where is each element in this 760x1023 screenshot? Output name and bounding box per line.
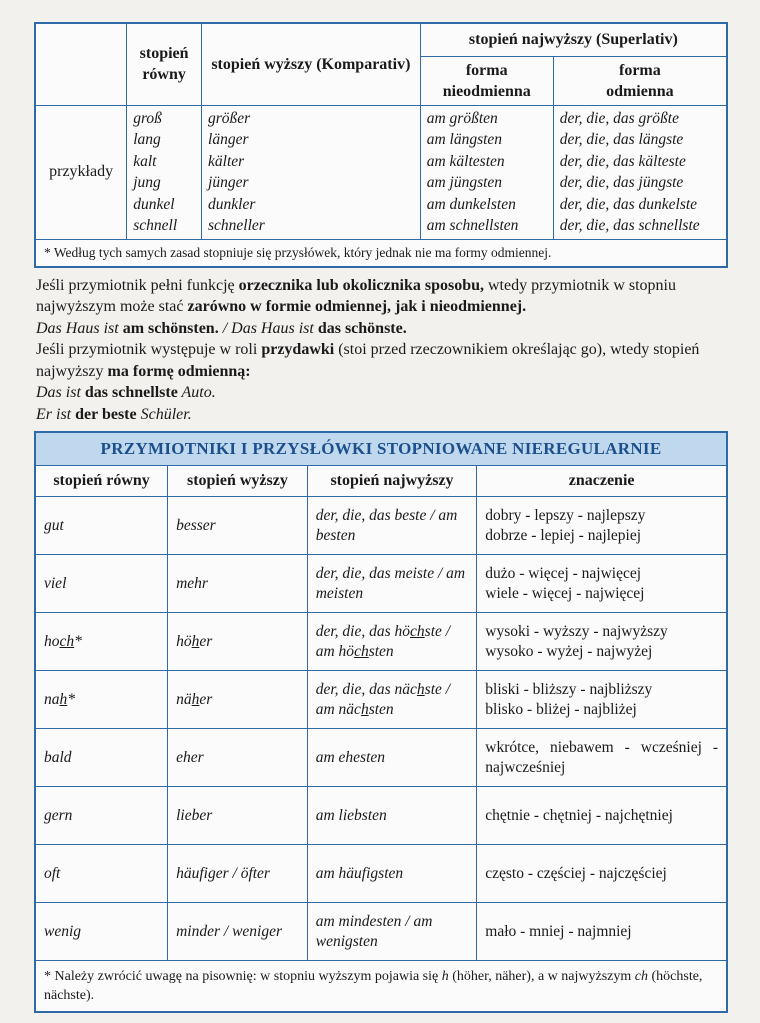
comparative-cell: eher xyxy=(168,729,308,787)
italic-text: h xyxy=(441,969,449,984)
comparative-cell: lieber xyxy=(168,787,308,845)
form: der, die, das kälteste xyxy=(559,152,686,170)
col-header-positive: stopień równy xyxy=(35,466,168,497)
irregular-table xyxy=(34,431,728,1013)
form: größer xyxy=(208,109,251,127)
table-row xyxy=(35,845,727,903)
text: Das Haus ist xyxy=(36,319,123,337)
text: / Das Haus ist xyxy=(218,319,318,337)
comparative-header: stopień wyższy (Komparativ) xyxy=(202,23,421,105)
col-header-comparative: stopień wyższy xyxy=(168,466,308,497)
example-3 xyxy=(36,404,726,426)
form: am jüngsten xyxy=(426,174,503,191)
superlative-cell xyxy=(307,671,477,729)
underlined-text: h xyxy=(191,690,200,708)
underlined-text: h xyxy=(191,632,200,650)
form: der, die, das längste xyxy=(559,131,684,148)
superlative-cell xyxy=(307,613,477,671)
paragraph-1 xyxy=(36,275,726,318)
text: hö xyxy=(176,632,192,650)
underlined-text: ch xyxy=(59,632,75,650)
table-row xyxy=(35,729,727,787)
inflected-forms xyxy=(553,105,727,239)
text: wtedy przymiotnik w stopniu najwyższym może stać xyxy=(36,276,676,315)
meaning-line: dobry - lepszy - najlepszy xyxy=(485,506,646,524)
meaning-line: wiele - więcej - najwięcej xyxy=(485,584,645,602)
bold-text: zarówno w formie odmiennej, jak i nieodmiennej. xyxy=(187,298,527,315)
superlative-cell: am mindesten / am wenigsten xyxy=(307,903,477,961)
superlative-header: stopień najwyższy (Superlativ) xyxy=(420,23,727,56)
comparative-cell: mehr xyxy=(168,555,308,613)
text: Jeśli przymiotnik występuje w roli xyxy=(36,341,262,358)
form: kälter xyxy=(208,152,245,170)
italic-text: ch xyxy=(634,969,648,984)
meaning-line: dużo - więcej - najwięcej xyxy=(485,564,642,582)
form: dunkler xyxy=(208,195,256,213)
superlative-cell: am häufigsten xyxy=(307,845,477,903)
table-row xyxy=(35,497,727,555)
meaning-line: wysoki - wyższy - najwyższy xyxy=(485,622,668,640)
text: ho xyxy=(44,632,60,650)
positive-forms xyxy=(127,105,202,239)
form: länger xyxy=(208,131,249,148)
text: sten xyxy=(368,700,394,718)
table2-footnote xyxy=(35,961,727,1013)
examples-label: przykłady xyxy=(35,105,127,239)
positive-cell xyxy=(35,613,168,671)
positive-cell: oft xyxy=(35,845,168,903)
comparison-table xyxy=(34,22,728,268)
text: Das ist xyxy=(36,384,85,401)
meaning-line: wysoko - wyżej - najwyżej xyxy=(485,642,653,660)
superlative-cell: der, die, das beste / am besten xyxy=(307,497,477,555)
meaning-cell xyxy=(477,671,727,729)
text: Auto. xyxy=(177,384,216,401)
meaning-line: dobrze - lepiej - najlepiej xyxy=(485,526,642,544)
table-row xyxy=(35,903,727,961)
positive-header: stopień równy xyxy=(127,23,202,105)
form: dunkel xyxy=(133,195,175,213)
example-2 xyxy=(36,382,726,404)
text: ste / am hö xyxy=(315,622,451,660)
text: * Należy zwrócić uwagę na pisownię: w stopniu wyższym pojawia się xyxy=(44,969,442,984)
meaning-cell: mało - mniej - najmniej xyxy=(477,903,727,961)
comparative-cell: häufiger / öfter xyxy=(168,845,308,903)
table-row xyxy=(35,613,727,671)
superlative-cell: am ehesten xyxy=(307,729,477,787)
col-header-superlative: stopień najwyższy xyxy=(307,466,477,497)
comparative-cell: minder / weniger xyxy=(168,903,308,961)
underlined-text: h xyxy=(360,700,369,718)
form: lang xyxy=(133,131,161,148)
comparative-cell: besser xyxy=(168,497,308,555)
table1-footnote: * Według tych samych zasad stopniuje się przysłówek, który jednak nie ma formy odmiennej. xyxy=(35,239,727,267)
meaning-cell xyxy=(477,555,727,613)
form: am dunkelsten xyxy=(426,195,516,213)
bold-text: das schnellste xyxy=(84,384,178,401)
form: schnell xyxy=(133,217,178,234)
bold-text: der beste xyxy=(75,405,137,423)
table-row xyxy=(35,555,727,613)
positive-cell: viel xyxy=(35,555,168,613)
bold-text: ma formę odmienną: xyxy=(107,362,251,380)
text: er xyxy=(199,690,213,708)
form: am längsten xyxy=(426,131,503,148)
meaning-cell: chętnie - chętniej - najchętniej xyxy=(477,787,727,845)
positive-cell: gern xyxy=(35,787,168,845)
form: am kältesten xyxy=(426,152,505,170)
text: ste / am näc xyxy=(315,680,451,718)
comparative-forms xyxy=(202,105,421,239)
form: der, die, das jüngste xyxy=(559,174,684,191)
meaning-cell: wkrótce, niebawem - wcześniej - najwcześniej xyxy=(477,729,727,787)
col-header-meaning: znaczenie xyxy=(477,466,727,497)
positive-cell: gut xyxy=(35,497,168,555)
positive-cell: wenig xyxy=(35,903,168,961)
text: der, die, das hö xyxy=(315,622,411,640)
example-1 xyxy=(36,318,726,340)
irregular-table-title: PRZYMIOTNIKI I PRZYSŁÓWKI STOPNIOWANE NIEREGULARNIE xyxy=(35,432,727,466)
superlative-cell: am liebsten xyxy=(307,787,477,845)
meaning-line: blisko - bliżej - najbliżej xyxy=(485,700,637,718)
table-row xyxy=(35,671,727,729)
meaning-cell xyxy=(477,497,727,555)
text: (höher, näher), a w najwyższym xyxy=(448,969,635,984)
meaning-cell xyxy=(477,613,727,671)
bold-text: przydawki xyxy=(261,341,335,358)
text: sten xyxy=(368,642,394,660)
table-row xyxy=(35,787,727,845)
text: na xyxy=(44,690,60,708)
form: jung xyxy=(133,174,161,191)
underlined-text: h xyxy=(416,680,425,698)
superlative-cell: der, die, das meiste / am meisten xyxy=(307,555,477,613)
underlined-text: ch xyxy=(410,622,425,640)
paragraph-2 xyxy=(36,339,726,382)
text: Schüler. xyxy=(136,405,192,423)
text: der, die, das näc xyxy=(315,680,417,698)
comparative-cell xyxy=(168,613,308,671)
positive-cell: bald xyxy=(35,729,168,787)
form: der, die, das dunkelste xyxy=(559,195,698,213)
positive-cell xyxy=(35,671,168,729)
bold-text: orzecznika lub okolicznika sposobu, xyxy=(238,276,484,294)
text: * xyxy=(74,632,82,650)
inflected-header: forma odmienna xyxy=(553,56,727,105)
underlined-text: ch xyxy=(354,642,369,660)
comparative-cell xyxy=(168,671,308,729)
meaning-line: bliski - bliższy - najbliższy xyxy=(485,680,653,698)
meaning-cell: często - częściej - najczęściej xyxy=(477,845,727,903)
empty-header-cell xyxy=(35,23,127,105)
text: (höchste, nächste). xyxy=(44,969,703,1003)
form: groß xyxy=(133,109,162,127)
text: Jeśli przymiotnik pełni funkcję xyxy=(36,276,239,294)
underlined-text: h xyxy=(59,690,68,708)
form: am schnellsten xyxy=(426,217,519,234)
form: kalt xyxy=(133,152,157,170)
text: (stoi przed rzeczownikiem określając go), wtedy stopień najwyższy xyxy=(36,341,700,380)
form: der, die, das größte xyxy=(559,109,679,127)
page xyxy=(34,22,728,1013)
form: der, die, das schnellste xyxy=(559,217,700,234)
explanation-text xyxy=(36,275,726,426)
uninflected-header: forma nieodmienna xyxy=(420,56,553,105)
bold-text: das schönste. xyxy=(317,319,407,337)
text: nä xyxy=(176,690,192,708)
text: Er ist xyxy=(36,405,76,423)
form: schneller xyxy=(208,217,265,234)
form: am größten xyxy=(426,109,498,127)
text: er xyxy=(199,632,213,650)
text: * xyxy=(67,690,75,708)
form: jünger xyxy=(208,174,249,191)
bold-text: am schönsten. xyxy=(122,319,219,337)
uninflected-forms xyxy=(420,105,553,239)
